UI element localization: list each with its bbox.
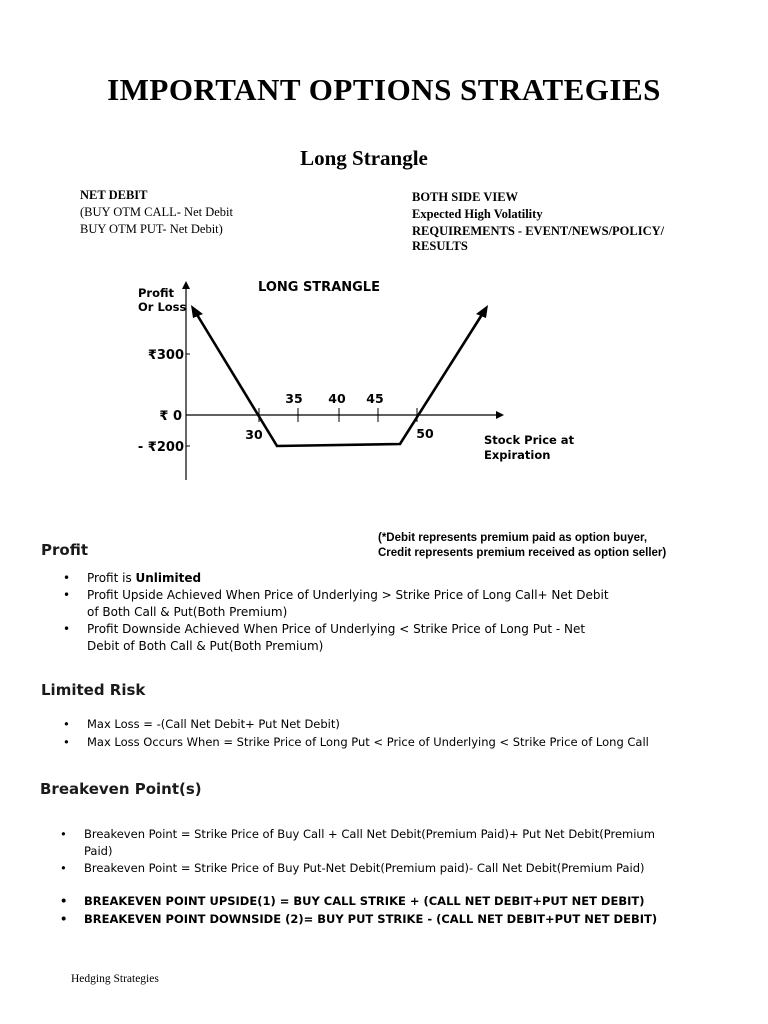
x-label-40: 40	[328, 391, 346, 406]
y-label-minus-200: - ₹200	[137, 440, 184, 455]
list-item: • Max Loss Occurs When = Strike Price of Long Put < Price of Underlying < Strike Price of Long Call	[63, 733, 649, 751]
volatility-line: Expected High Volatility	[412, 207, 543, 221]
requirements-line: REQUIREMENTS - EVENT/NEWS/POLICY/	[412, 224, 665, 238]
list-item: • Max Loss = -(Call Net Debit+ Put Net Debit)	[63, 715, 649, 733]
payoff-line	[196, 313, 483, 446]
x-label-50: 50	[416, 426, 434, 441]
list-item: • Breakeven Point = Strike Price of Buy Put-Net Debit(Premium paid)- Call Net Debit(Premium Paid)	[60, 860, 655, 877]
strategy-title: Long Strangle	[300, 146, 428, 170]
list-item: • Profit is Unlimited	[63, 570, 609, 587]
list-item: • BREAKEVEN POINT DOWNSIDE (2)= BUY PUT STRIKE - (CALL NET DEBIT+PUT NET DEBIT)	[60, 910, 657, 928]
payoff-diagram	[0, 270, 768, 490]
note-line-2: Credit represents premium received as option seller)	[378, 547, 667, 559]
list-item: • Breakeven Point = Strike Price of Buy Call + Call Net Debit(Premium Paid)+ Put Net Debit(Premium Paid)	[60, 826, 655, 860]
net-debit-block	[80, 187, 233, 238]
requirements-line-2: RESULTS	[412, 239, 468, 253]
breakeven-summary-list	[60, 892, 657, 928]
diagram-title: LONG STRANGLE	[258, 280, 380, 295]
view-line: BOTH SIDE VIEW	[412, 190, 519, 204]
y-axis-label-2: Or Loss	[138, 300, 187, 314]
arrow-right-icon	[476, 305, 488, 318]
view-block	[412, 189, 664, 253]
net-debit-line: NET DEBIT	[80, 188, 148, 202]
list-item: • Profit Upside Achieved When Price of Underlying > Strike Price of Long Call+ Net Debit of Both Call & Put(Both Premium)	[63, 587, 609, 621]
note-line-1: (*Debit represents premium paid as option buyer,	[378, 532, 648, 544]
footer-text: Hedging Strategies	[71, 973, 159, 985]
profit-heading: Profit	[41, 541, 88, 559]
list-item: • Profit Downside Achieved When Price of Underlying < Strike Price of Long Put - Net Debit of Both Call & Put(Both Premium)	[63, 621, 609, 655]
y-axis-label: Profit	[138, 286, 175, 300]
x-axis-label-2: Expiration	[484, 448, 551, 462]
y-label-300: ₹300	[147, 348, 184, 363]
arrow-left-icon	[191, 305, 203, 318]
x-label-35: 35	[285, 391, 303, 406]
x-label-30: 30	[245, 427, 263, 442]
limited-risk-heading: Limited Risk	[41, 681, 146, 699]
breakeven-list	[60, 826, 655, 877]
y-label-0: ₹ 0	[159, 409, 182, 424]
risk-list	[63, 715, 649, 751]
profit-list	[63, 570, 609, 655]
list-item: • BREAKEVEN POINT UPSIDE(1) = BUY CALL STRIKE + (CALL NET DEBIT+PUT NET DEBIT)	[60, 892, 657, 910]
breakeven-heading: Breakeven Point(s)	[40, 780, 202, 798]
debit-credit-note	[378, 531, 666, 561]
buy-otm-call-line: (BUY OTM CALL- Net Debit	[80, 205, 233, 219]
x-axis-label: Stock Price at	[484, 433, 575, 447]
buy-otm-put-line: BUY OTM PUT- Net Debit)	[80, 222, 223, 236]
x-label-45: 45	[366, 391, 384, 406]
page-title: IMPORTANT OPTIONS STRATEGIES	[107, 72, 661, 107]
